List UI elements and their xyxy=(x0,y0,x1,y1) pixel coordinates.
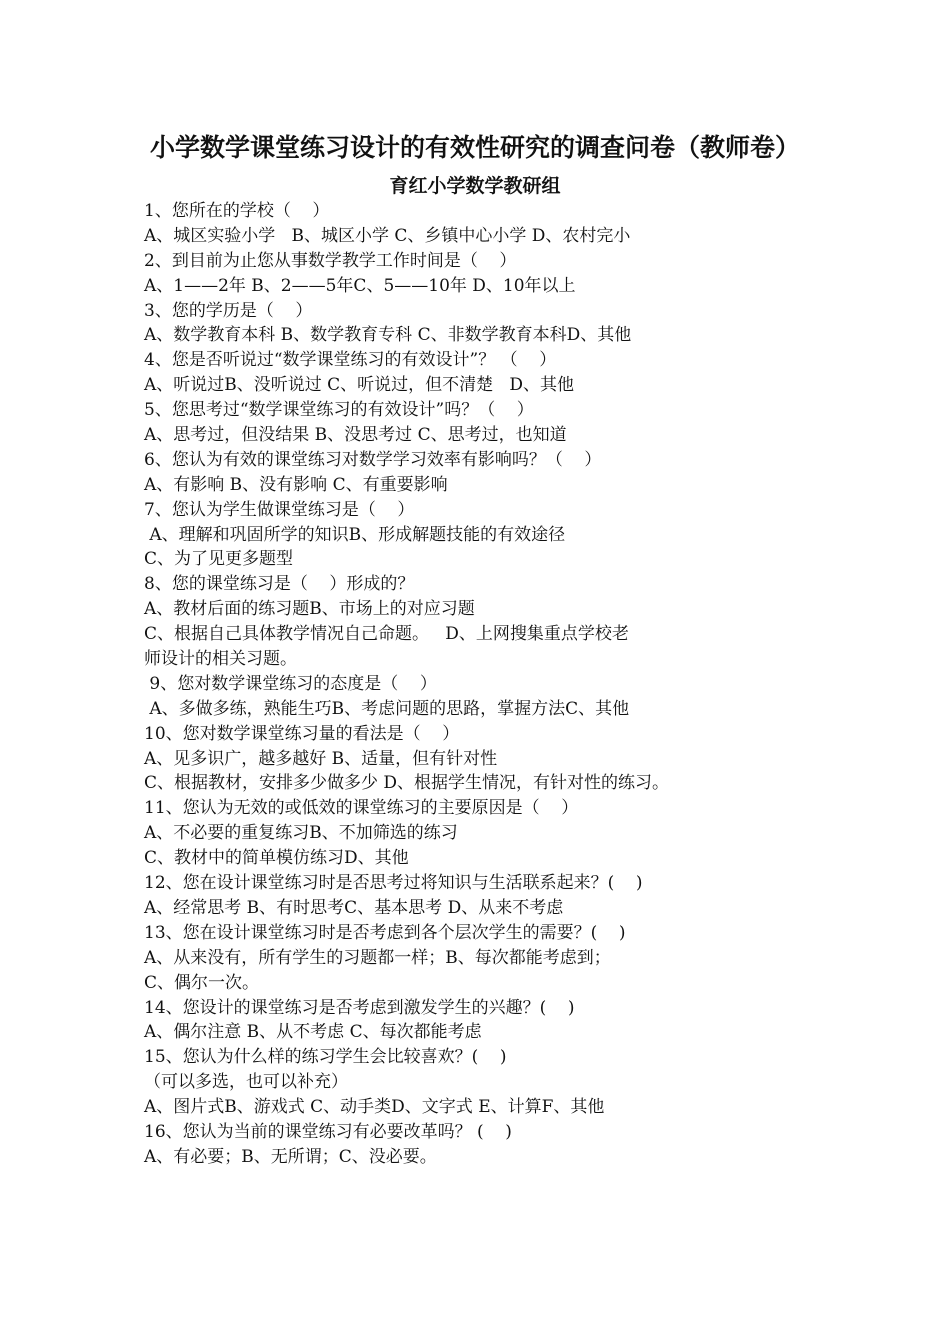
question-line: 11、您认为无效的或低效的课堂练习的主要原因是（ ） xyxy=(144,798,579,819)
question-line: 7、您认为学生做课堂练习是（ ） xyxy=(144,499,415,520)
question-line: 14、您设计的课堂练习是否考虑到激发学生的兴趣？( ) xyxy=(144,997,575,1018)
question-line: 13、您在设计课堂练习时是否考虑到各个层次学生的需要？( ) xyxy=(144,922,626,943)
question-line: （可以多选，也可以补充） xyxy=(144,1072,348,1093)
question-line: A、不必要的重复练习B、不加筛选的练习 xyxy=(144,823,458,844)
question-line: 16、您认为当前的课堂练习有必要改革吗？ ( ) xyxy=(144,1121,512,1142)
question-line: C、为了见更多题型 xyxy=(144,549,294,570)
question-line: C、根据教材，安排多少做多少 D、根据学生情况，有针对性的练习。 xyxy=(144,773,670,794)
question-line: 5、您思考过“数学课堂练习的有效设计”吗？（ ） xyxy=(144,400,534,421)
question-line: A、偶尔注意 B、从不考虑 C、每次都能考虑 xyxy=(144,1022,482,1043)
question-line: A、理解和巩固所学的知识B、形成解题技能的有效途径 xyxy=(144,524,566,545)
question-line: 3、您的学历是（ ） xyxy=(144,300,313,321)
question-line: A、从来没有，所有学生的习题都一样；B、每次都能考虑到； xyxy=(144,947,611,968)
question-line: A、经常思考 B、有时思考C、基本思考 D、从来不考虑 xyxy=(144,897,564,918)
question-line: 师设计的相关习题。 xyxy=(144,649,297,670)
question-line: A、思考过，但没结果 B、没思考过 C、思考过，也知道 xyxy=(144,425,567,446)
question-line: 9、您对数学课堂练习的态度是（ ） xyxy=(144,673,437,694)
question-line: A、有影响 B、没有影响 C、有重要影响 xyxy=(144,474,448,495)
question-line: C、偶尔一次。 xyxy=(144,972,260,993)
question-line: 2、到目前为止您从事数学教学工作时间是（ ） xyxy=(144,250,517,271)
document-subtitle: 育红小学数学教研组 xyxy=(389,175,561,197)
question-line: A、多做多练，熟能生巧B、考虑问题的思路，掌握方法C、其他 xyxy=(144,698,630,719)
question-line: A、数学教育本科 B、数学教育专科 C、非数学教育本科D、其他 xyxy=(144,325,632,346)
question-line: 1、您所在的学校（ ） xyxy=(144,201,330,221)
question-list xyxy=(144,199,864,1170)
question-line: A、有必要；B、无所谓；C、没必要。 xyxy=(144,1146,437,1167)
question-line: A、图片式B、游戏式 C、动手类D、文字式 E、计算F、其他 xyxy=(144,1097,605,1118)
question-line: 10、您对数学课堂练习量的看法是（ ） xyxy=(144,723,460,744)
question-line: 8、您的课堂练习是（ ）形成的？ xyxy=(144,574,415,595)
question-line: A、见多识广，越多越好 B、适量，但有针对性 xyxy=(144,748,498,769)
question-line: C、根据自己具体教学情况自己命题。 D、上网搜集重点学校老 xyxy=(144,624,629,645)
question-line: A、城区实验小学 B、城区小学 C、乡镇中心小学 D、农村完小 xyxy=(144,225,631,246)
question-line: A、教材后面的练习题B、市场上的对应习题 xyxy=(144,599,475,620)
question-line: 6、您认为有效的课堂练习对数学学习效率有影响吗？（ ） xyxy=(144,449,602,470)
question-line: 12、您在设计课堂练习时是否思考过将知识与生活联系起来？( ) xyxy=(144,873,643,894)
question-line: A、听说过B、没听说过 C、听说过，但不清楚 D、其他 xyxy=(144,375,575,396)
question-line: 4、您是否听说过“数学课堂练习的有效设计”？ （ ） xyxy=(144,350,557,371)
question-line: C、教材中的简单模仿练习D、其他 xyxy=(144,848,409,869)
question-line: A、1——2年 B、2——5年C、5——10年 D、10年以上 xyxy=(144,275,576,296)
question-line: 15、您认为什么样的练习学生会比较喜欢？( ) xyxy=(144,1047,507,1068)
document-title: 小学数学课堂练习设计的有效性研究的调查问卷（教师卷） xyxy=(149,133,800,162)
